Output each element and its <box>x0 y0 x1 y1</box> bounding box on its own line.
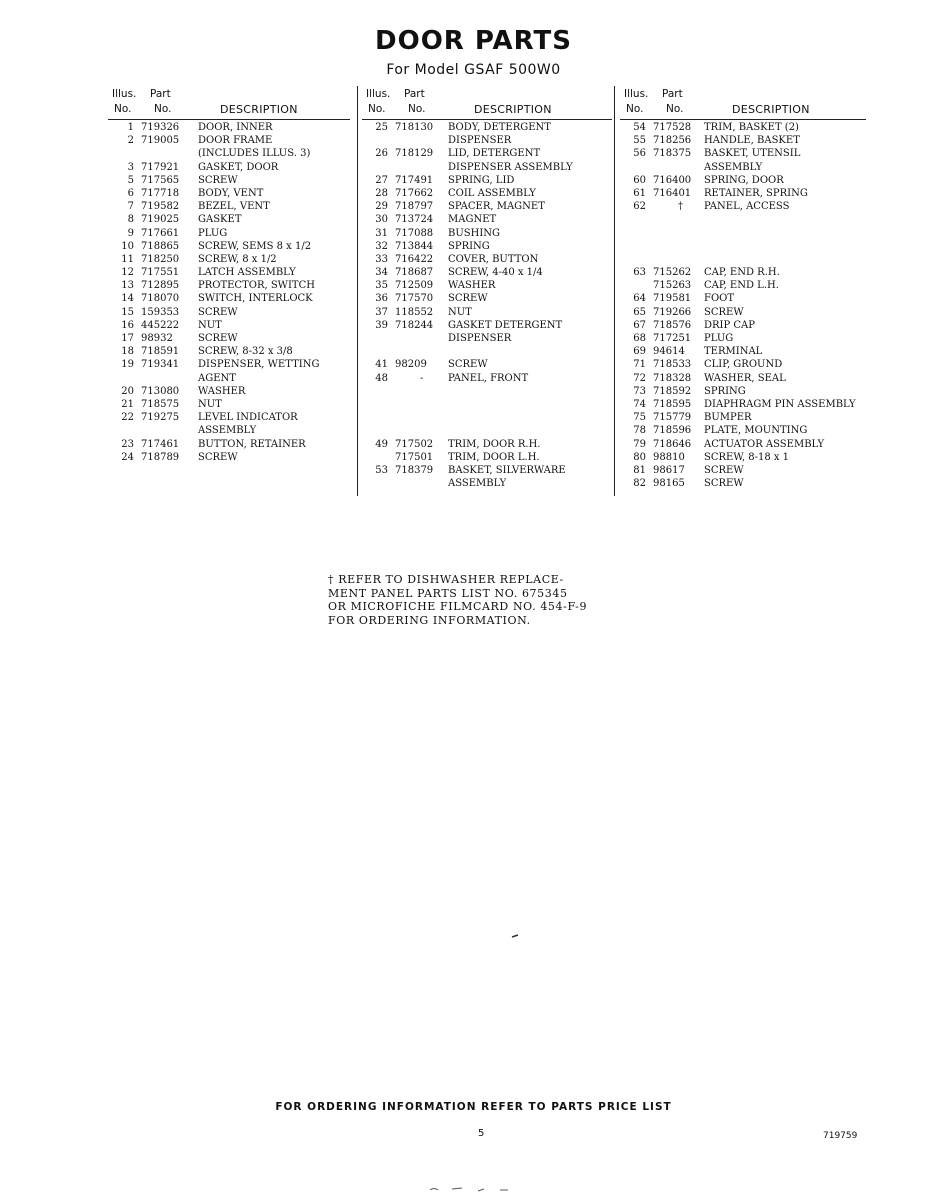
part-number: 717551 <box>141 267 180 279</box>
part-description: SPACER, MAGNET <box>448 201 545 213</box>
part-number: 712509 <box>395 280 434 292</box>
part-description: CAP, END L.H. <box>704 280 779 292</box>
part-description: SCREW <box>448 359 488 371</box>
part-description: WASHER <box>198 385 246 397</box>
illus-number: 11 <box>121 253 134 265</box>
header-no: No. <box>666 103 684 115</box>
header-part: Part <box>662 88 683 100</box>
part-description: PANEL, FRONT <box>448 372 529 384</box>
illus-number: 25 <box>375 122 388 133</box>
header-no: No. <box>626 103 644 115</box>
part-description: DISPENSER <box>448 135 512 147</box>
illus-number: 60 <box>633 174 646 186</box>
part-description: SPRING, DOOR <box>704 174 784 186</box>
part-number: 719582 <box>141 201 180 213</box>
illus-number: 20 <box>121 385 134 397</box>
illus-number: 7 <box>127 201 134 213</box>
part-number: 717502 <box>395 438 434 450</box>
header-no: No. <box>114 103 132 115</box>
header-no: No. <box>154 103 172 115</box>
illus-number: 48 <box>375 372 388 384</box>
part-number: 715263 <box>653 280 692 292</box>
illus-number: 2 <box>127 135 134 147</box>
header-illus: Illus. <box>366 88 391 100</box>
part-description: SPRING <box>448 240 490 252</box>
header-illus: Illus. <box>112 88 137 100</box>
part-description: BASKET, SILVERWARE <box>448 464 566 476</box>
part-description: GASKET, DOOR <box>198 161 279 173</box>
part-number: 715262 <box>653 267 692 279</box>
part-number: 719266 <box>653 306 692 318</box>
part-description: BEZEL, VENT <box>198 201 270 213</box>
footnote-line: OR MICROFICHE FILMCARD NO. 454-F-9 <box>328 600 588 613</box>
illus-number: 21 <box>121 398 134 410</box>
part-description: SCREW <box>704 478 744 490</box>
part-description: TRIM, DOOR L.H. <box>448 451 540 463</box>
part-number: 717251 <box>653 333 692 344</box>
part-number: 718244 <box>395 319 434 331</box>
illus-number: 63 <box>633 267 646 279</box>
illus-number: 80 <box>633 451 646 463</box>
illus-number: 53 <box>375 464 388 476</box>
illus-number: 12 <box>121 267 134 279</box>
illus-number: 72 <box>633 372 646 384</box>
part-description: BUMPER <box>704 412 752 424</box>
part-description: DIAPHRAGM PIN ASSEMBLY <box>704 398 856 410</box>
header-description: DESCRIPTION <box>474 103 552 116</box>
part-number: 719341 <box>141 359 180 371</box>
header-part: Part <box>404 88 425 100</box>
illus-number: 13 <box>121 280 134 292</box>
illus-number: 36 <box>375 293 388 305</box>
part-description: HANDLE, BASKET <box>704 135 800 147</box>
part-number: 118552 <box>395 306 434 318</box>
part-number: 718576 <box>653 319 692 331</box>
part-description: DRIP CAP <box>704 319 756 331</box>
part-description: LATCH ASSEMBLY <box>198 267 296 279</box>
illus-number: 33 <box>375 253 388 265</box>
part-description: LID, DETERGENT <box>448 148 541 160</box>
part-number: 98165 <box>653 478 685 490</box>
part-description: AGENT <box>198 372 236 384</box>
part-number: 98932 <box>141 333 173 344</box>
part-number: 717661 <box>141 227 180 239</box>
part-description: CAP, END R.H. <box>704 267 780 279</box>
part-number: 719326 <box>141 122 180 133</box>
part-description: PLUG <box>704 333 734 344</box>
part-number: 713724 <box>395 214 434 226</box>
illus-number: 19 <box>121 359 134 371</box>
illus-number: 37 <box>375 306 388 318</box>
part-description: DOOR FRAME <box>198 135 273 147</box>
part-number: 719025 <box>141 214 180 226</box>
illus-number: 73 <box>633 385 646 397</box>
header-illus: Illus. <box>624 88 649 100</box>
illus-number: 54 <box>633 122 646 133</box>
illus-number: 8 <box>127 214 134 226</box>
part-number: 716401 <box>653 187 692 199</box>
header-no: No. <box>368 103 386 115</box>
part-description: BASKET, UTENSIL <box>704 148 801 160</box>
part-description: PANEL, ACCESS <box>704 201 790 213</box>
footnote-line: FOR ORDERING INFORMATION. <box>328 613 531 627</box>
part-description: SCREW, SEMS 8 x 1/2 <box>198 240 312 252</box>
part-number: 719275 <box>141 412 180 424</box>
ordering-note: FOR ORDERING INFORMATION REFER TO PARTS PRICE LIST <box>275 1101 672 1113</box>
part-number: 718789 <box>141 451 180 463</box>
part-description: SCREW <box>198 451 238 463</box>
illus-number: 81 <box>633 464 646 476</box>
illus-number: 82 <box>633 478 646 490</box>
page-number: 5 <box>478 1128 485 1139</box>
part-description: WASHER <box>448 280 496 292</box>
part-description: BODY, DETERGENT <box>448 122 551 133</box>
footnote-mark: - <box>420 372 424 384</box>
illus-number: 71 <box>633 359 646 371</box>
illus-number: 56 <box>633 148 646 160</box>
part-description: SWITCH, INTERLOCK <box>198 293 313 305</box>
illus-number: 55 <box>633 135 646 147</box>
part-description: TRIM, DOOR R.H. <box>448 438 541 450</box>
part-description: DISPENSER ASSEMBLY <box>448 161 573 173</box>
illus-number: 78 <box>633 425 646 437</box>
illus-number: 49 <box>375 438 388 450</box>
part-number: 718379 <box>395 464 434 476</box>
part-number: 719581 <box>653 293 692 305</box>
footnote-line: MENT PANEL PARTS LIST NO. 675345 <box>328 586 568 600</box>
part-description: DOOR, INNER <box>198 122 273 133</box>
part-description: SCREW, 8-32 x 3/8 <box>198 346 293 358</box>
part-number: 94614 <box>653 346 685 358</box>
part-number: 717088 <box>395 227 434 239</box>
part-description: COIL ASSEMBLY <box>448 187 536 199</box>
header-no: No. <box>408 103 426 115</box>
illus-number: 22 <box>121 412 134 424</box>
part-number: 718575 <box>141 398 180 410</box>
part-description: WASHER, SEAL <box>704 372 786 384</box>
part-number: 98617 <box>653 464 685 476</box>
illus-number: 64 <box>633 293 646 305</box>
illus-number: 32 <box>375 240 388 252</box>
part-number: 718533 <box>653 359 692 371</box>
part-description: MAGNET <box>448 214 497 226</box>
illus-number: 62 <box>633 201 646 213</box>
illus-number: 31 <box>375 227 388 239</box>
illus-number: 30 <box>375 214 388 226</box>
illus-number: 24 <box>121 451 134 463</box>
part-number: 712895 <box>141 280 180 292</box>
illus-number: 26 <box>375 148 388 160</box>
part-description: SCREW <box>198 174 238 186</box>
illus-number: 23 <box>121 438 134 450</box>
illus-number: 9 <box>127 227 134 239</box>
part-number: 717491 <box>395 174 434 186</box>
part-number: 718130 <box>395 122 434 133</box>
part-description: (INCLUDES ILLUS. 3) <box>198 148 311 160</box>
illus-number: 39 <box>375 319 388 331</box>
illus-number: 16 <box>121 319 134 331</box>
part-number: 717570 <box>395 293 434 305</box>
part-number: 717461 <box>141 438 180 450</box>
part-description: SCREW, 4-40 x 1/4 <box>448 267 543 279</box>
part-number: 159353 <box>141 306 180 318</box>
part-number: 718256 <box>653 135 692 147</box>
part-description: SPRING, LID <box>448 174 515 186</box>
part-description: PLUG <box>198 227 228 239</box>
illus-number: 61 <box>633 187 646 199</box>
part-description: SCREW <box>704 306 744 318</box>
part-number: 718591 <box>141 346 180 358</box>
part-description: SCREW <box>704 464 744 476</box>
part-description: ASSEMBLY <box>704 161 763 173</box>
part-number: 718250 <box>141 253 180 265</box>
illus-number: 17 <box>121 333 134 344</box>
part-number: 718592 <box>653 385 692 397</box>
footnote-mark: † <box>678 201 683 213</box>
part-description: SCREW <box>198 333 238 344</box>
illus-number: 10 <box>121 240 134 252</box>
illus-number: 1 <box>127 122 134 133</box>
part-number: 715779 <box>653 412 692 424</box>
part-description: FOOT <box>704 293 735 305</box>
part-description: SPRING <box>704 385 746 397</box>
illus-number: 18 <box>121 346 134 358</box>
page-title: DOOR PARTS <box>375 26 572 56</box>
illus-number: 41 <box>375 359 388 371</box>
part-description: COVER, BUTTON <box>448 253 539 265</box>
illus-number: 67 <box>633 319 646 331</box>
part-number: 713844 <box>395 240 434 252</box>
part-number: 718328 <box>653 372 692 384</box>
illus-number: 79 <box>633 438 646 450</box>
part-number: 98209 <box>395 359 427 371</box>
part-number: 717921 <box>141 161 180 173</box>
part-number: 718865 <box>141 240 180 252</box>
illus-number: 14 <box>121 293 134 305</box>
part-description: GASKET DETERGENT <box>448 319 563 331</box>
part-number: 718596 <box>653 425 692 437</box>
illus-number: 5 <box>127 174 134 186</box>
part-description: BUTTON, RETAINER <box>198 438 306 450</box>
part-number: 719005 <box>141 135 180 147</box>
illus-number: 74 <box>633 398 646 410</box>
part-number: 717718 <box>141 187 180 199</box>
part-description: GASKET <box>198 214 242 226</box>
part-number: 98810 <box>653 451 685 463</box>
part-description: ASSEMBLY <box>198 425 257 437</box>
header-description: DESCRIPTION <box>220 103 298 116</box>
part-description: SCREW <box>448 293 488 305</box>
illus-number: 68 <box>633 333 646 344</box>
part-number: 718595 <box>653 398 692 410</box>
part-number: 717662 <box>395 187 434 199</box>
illus-number: 3 <box>127 161 134 173</box>
part-number: 717501 <box>395 451 434 463</box>
part-number: 718797 <box>395 201 434 213</box>
part-description: ACTUATOR ASSEMBLY <box>704 438 825 450</box>
document-number: 719759 <box>823 1131 858 1141</box>
part-description: DISPENSER, WETTING <box>198 359 320 371</box>
part-number: 717565 <box>141 174 180 186</box>
part-description: BODY, VENT <box>198 187 264 199</box>
part-description: BUSHING <box>448 227 501 239</box>
illus-number: 29 <box>375 201 388 213</box>
part-description: TERMINAL <box>704 346 763 358</box>
header-part: Part <box>150 88 171 100</box>
part-number: 718375 <box>653 148 692 160</box>
part-description: CLIP, GROUND <box>704 359 783 371</box>
illus-number: 27 <box>375 174 388 186</box>
illus-number: 6 <box>127 187 134 199</box>
illus-number: 65 <box>633 306 646 318</box>
illus-number: 75 <box>633 412 646 424</box>
illus-number: 35 <box>375 280 388 292</box>
model-subtitle: For Model GSAF 500W0 <box>386 62 561 78</box>
part-number: 716422 <box>395 253 434 265</box>
part-number: 718129 <box>395 148 434 160</box>
illus-number: 15 <box>121 306 134 318</box>
illus-number: 28 <box>375 187 388 199</box>
part-number: 716400 <box>653 174 692 186</box>
header-description: DESCRIPTION <box>732 103 810 116</box>
part-description: RETAINER, SPRING <box>704 187 808 199</box>
part-description: TRIM, BASKET (2) <box>704 122 799 133</box>
part-description: SCREW <box>198 306 238 318</box>
illus-number: 69 <box>633 346 646 358</box>
part-description: SCREW, 8 x 1/2 <box>198 253 277 265</box>
part-number: 718070 <box>141 293 180 305</box>
part-description: SCREW, 8-18 x 1 <box>704 451 790 463</box>
part-description: DISPENSER <box>448 333 512 344</box>
part-number: 717528 <box>653 122 692 133</box>
part-description: PLATE, MOUNTING <box>704 425 808 437</box>
part-description: NUT <box>198 398 222 410</box>
part-description: LEVEL INDICATOR <box>198 412 298 424</box>
part-description: PROTECTOR, SWITCH <box>198 280 315 292</box>
part-description: NUT <box>448 306 472 318</box>
part-description: ASSEMBLY <box>448 478 507 490</box>
part-number: 445222 <box>141 319 180 331</box>
part-description: NUT <box>198 319 222 331</box>
illus-number: 34 <box>375 267 388 279</box>
footnote-line: † REFER TO DISHWASHER REPLACE- <box>328 573 564 586</box>
part-number: 713080 <box>141 385 180 397</box>
part-number: 718687 <box>395 267 434 279</box>
part-number: 718646 <box>653 438 692 450</box>
